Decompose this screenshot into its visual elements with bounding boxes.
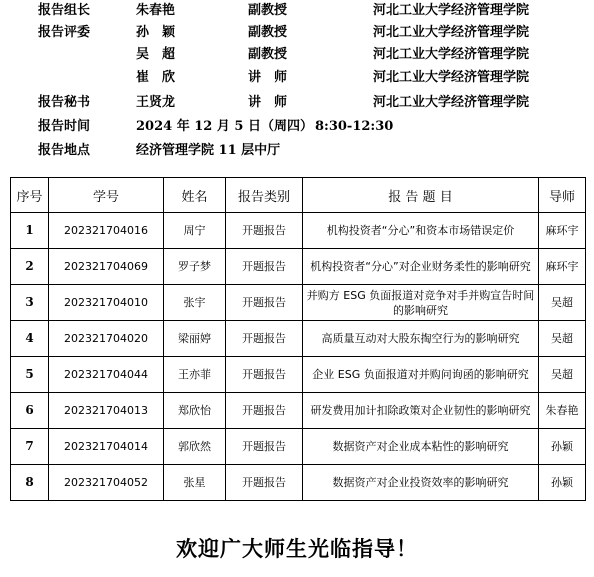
table-header-row [11,178,586,213]
cell-index: 7 [11,429,49,465]
cell-student-id: 202321704013 [49,393,164,429]
cell-name: 郑欣怡 [164,393,226,429]
table-row [11,357,586,393]
cell-advisor: 麻环宇 [539,249,586,285]
cell-student-id: 202321704014 [49,429,164,465]
cell-name: 周宁 [164,213,226,249]
role-label: 报告秘书 [38,95,91,110]
cell-name: 罗子梦 [164,249,226,285]
cell-report-type: 开题报告 [226,213,303,249]
cell-student-id: 202321704020 [49,321,164,357]
cell-report-type: 开题报告 [226,357,303,393]
cell-title: 并购方 ESG 负面报道对竞争对手并购宣告时间的影响研究 [303,285,539,321]
cell-report-type: 开题报告 [226,429,303,465]
member-name: 崔 欣 [136,70,176,85]
cell-advisor: 吴超 [539,285,586,321]
member-unit: 河北工业大学经济管理学院 [373,25,530,40]
cell-index: 5 [11,357,49,393]
cell-index: 3 [11,285,49,321]
cell-name: 王亦菲 [164,357,226,393]
cell-title: 数据资产对企业投资效率的影响研究 [303,465,539,501]
header-student-id: 学号 [49,178,164,213]
member-unit: 河北工业大学经济管理学院 [373,70,530,85]
header-report-type: 报告类别 [226,178,303,213]
cell-title: 企业 ESG 负面报道对并购问询函的影响研究 [303,357,539,393]
cell-index: 4 [11,321,49,357]
cell-index: 2 [11,249,49,285]
table-row [11,393,586,429]
table-row [11,213,586,249]
cell-index: 8 [11,465,49,501]
member-rank: 副教授 [248,3,288,18]
member-name: 孙 颖 [136,25,176,40]
table-row [11,249,586,285]
cell-student-id: 202321704010 [49,285,164,321]
cell-advisor: 吴超 [539,321,586,357]
schedule-table [10,177,586,501]
cell-student-id: 202321704016 [49,213,164,249]
member-rank: 讲 师 [248,95,288,110]
role-label: 报告组长 [38,3,91,18]
time-label: 报告时间 [38,119,91,134]
member-name: 朱春艳 [136,3,176,18]
cell-advisor: 孙颖 [539,465,586,501]
cell-title: 高质量互动对大股东掏空行为的影响研究 [303,321,539,357]
cell-name: 张宇 [164,285,226,321]
cell-student-id: 202321704044 [49,357,164,393]
cell-student-id: 202321704052 [49,465,164,501]
cell-report-type: 开题报告 [226,249,303,285]
hours-value: 8:30-12:30 [315,119,394,134]
welcome-footer: 欢迎广大师生光临指导！ [176,536,418,561]
table-row [11,321,586,357]
cell-advisor: 朱春艳 [539,393,586,429]
member-rank: 讲 师 [248,70,288,85]
cell-advisor: 吴超 [539,357,586,393]
cell-name: 郭欣然 [164,429,226,465]
table-row [11,285,586,321]
member-name: 王贤龙 [136,95,176,110]
header-advisor: 导师 [539,178,586,213]
cell-index: 1 [11,213,49,249]
member-unit: 河北工业大学经济管理学院 [373,47,530,62]
cell-name: 张星 [164,465,226,501]
cell-title: 研发费用加计扣除政策对企业韧性的影响研究 [303,393,539,429]
cell-index: 6 [11,393,49,429]
cell-advisor: 孙颖 [539,429,586,465]
cell-report-type: 开题报告 [226,285,303,321]
cell-report-type: 开题报告 [226,321,303,357]
date-value: 2024 年 12 月 5 日（周四） [136,119,313,134]
member-rank: 副教授 [248,47,288,62]
table-row [11,465,586,501]
member-name: 吴 超 [136,47,176,62]
member-unit: 河北工业大学经济管理学院 [373,3,530,18]
table-row [11,429,586,465]
cell-name: 梁丽婷 [164,321,226,357]
cell-title: 机构投资者“分心”和资本市场错误定价 [303,213,539,249]
cell-title: 机构投资者“分心”对企业财务柔性的影响研究 [303,249,539,285]
member-unit: 河北工业大学经济管理学院 [373,95,530,110]
place-label: 报告地点 [38,143,91,158]
role-label: 报告评委 [38,25,91,40]
header-index: 序号 [11,178,49,213]
cell-title: 数据资产对企业成本粘性的影响研究 [303,429,539,465]
header-title: 报 告 题 目 [303,178,539,213]
cell-advisor: 麻环宇 [539,213,586,249]
cell-report-type: 开题报告 [226,465,303,501]
place-value: 经济管理学院 11 层中厅 [136,143,281,158]
member-rank: 副教授 [248,25,288,40]
cell-student-id: 202321704069 [49,249,164,285]
cell-report-type: 开题报告 [226,393,303,429]
header-name: 姓名 [164,178,226,213]
